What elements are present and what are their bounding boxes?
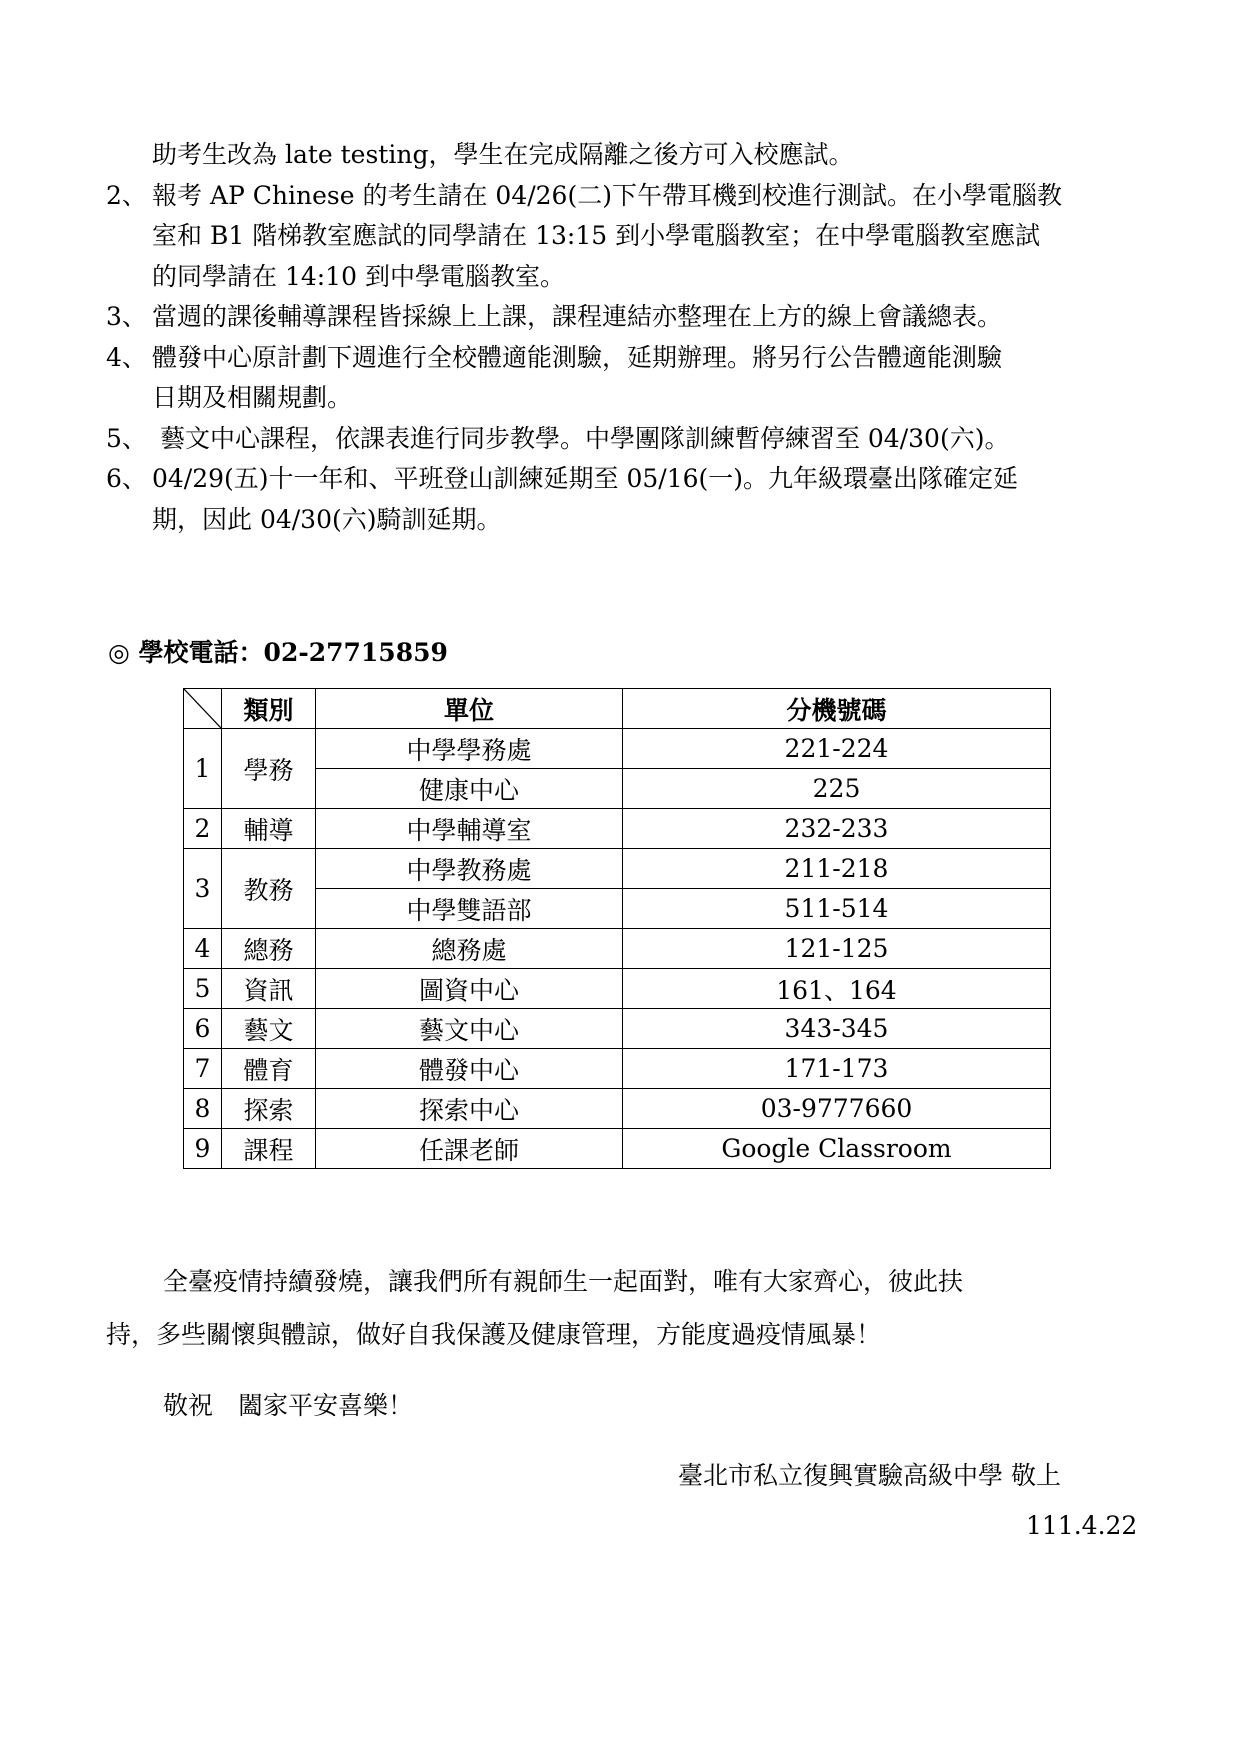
notice-line bbox=[152, 218, 1040, 254]
school-phone-label: 學校電話：02-27715859 bbox=[138, 638, 448, 667]
bullseye-icon: ◎ bbox=[108, 638, 130, 667]
notice-text: 助考生改為 late testing，學生在完成隔離之後方可入校應試。 bbox=[152, 140, 854, 169]
table-row bbox=[184, 1049, 1051, 1089]
extension-cell: 225 bbox=[623, 769, 1051, 809]
notice-number: 3、 bbox=[106, 302, 147, 331]
category-cell: 藝文 bbox=[222, 1009, 316, 1049]
extension-cell: 211-218 bbox=[623, 849, 1051, 889]
category-cell: 學務 bbox=[222, 729, 316, 809]
unit-cell: 中學雙語部 bbox=[316, 889, 623, 929]
extension-cell: 121-125 bbox=[623, 929, 1051, 969]
notice-number: 5、 bbox=[106, 423, 147, 453]
extension-cell: Google Classroom bbox=[623, 1129, 1051, 1169]
diagonal-corner-cell bbox=[184, 689, 222, 729]
table-header-row bbox=[184, 689, 1051, 729]
closing-greeting: 敬祝 闔家平安喜樂！ bbox=[163, 1391, 414, 1420]
row-number: 8 bbox=[184, 1089, 222, 1129]
row-number: 7 bbox=[184, 1049, 222, 1089]
notice-line bbox=[106, 421, 1009, 457]
row-number: 1 bbox=[184, 729, 222, 809]
notice-number: 4、 bbox=[106, 342, 147, 372]
notice-line bbox=[106, 461, 1018, 497]
unit-cell: 中學教務處 bbox=[316, 849, 623, 889]
category-cell: 總務 bbox=[222, 929, 316, 969]
extension-cell: 221-224 bbox=[623, 729, 1051, 769]
table-row bbox=[184, 1089, 1051, 1129]
table-row bbox=[184, 809, 1051, 849]
header-extension: 分機號碼 bbox=[623, 689, 1051, 729]
table-row bbox=[184, 1009, 1051, 1049]
unit-cell: 中學輔導室 bbox=[316, 809, 623, 849]
category-cell: 資訊 bbox=[222, 969, 316, 1009]
row-number: 2 bbox=[184, 809, 222, 849]
unit-cell: 體發中心 bbox=[316, 1049, 623, 1089]
extension-cell: 171-173 bbox=[623, 1049, 1051, 1089]
row-number: 3 bbox=[184, 849, 222, 929]
category-cell: 體育 bbox=[222, 1049, 316, 1089]
closing-paragraph-line-2: 持，多些關懷與體諒，做好自我保護及健康管理，方能度過疫情風暴！ bbox=[106, 1320, 882, 1349]
notice-text: 日期及相關規劃。 bbox=[152, 383, 353, 412]
row-number: 5 bbox=[184, 969, 222, 1009]
unit-cell: 任課老師 bbox=[316, 1129, 623, 1169]
notice-text: 的同學請在 14:10 到中學電腦教室。 bbox=[152, 261, 565, 291]
notice-line bbox=[152, 137, 853, 173]
notice-text: 藝文中心課程，依課表進行同步教學。中學團隊訓練暫停練習至 04/30(六)。 bbox=[152, 423, 1010, 453]
row-number: 6 bbox=[184, 1009, 222, 1049]
notice-number: 6、 bbox=[106, 464, 147, 493]
extension-table bbox=[183, 688, 1051, 1169]
category-cell: 課程 bbox=[222, 1129, 316, 1169]
notice-line bbox=[106, 340, 1002, 376]
header-unit: 單位 bbox=[316, 689, 623, 729]
notice-line bbox=[152, 502, 502, 538]
category-cell: 探索 bbox=[222, 1089, 316, 1129]
unit-cell: 總務處 bbox=[316, 929, 623, 969]
date: 111.4.22 bbox=[1026, 1511, 1138, 1540]
table-row bbox=[184, 729, 1051, 769]
extension-cell: 343-345 bbox=[623, 1009, 1051, 1049]
category-cell: 教務 bbox=[222, 849, 316, 929]
extension-cell: 161、164 bbox=[623, 969, 1051, 1009]
table-row bbox=[184, 849, 1051, 889]
row-number: 4 bbox=[184, 929, 222, 969]
category-cell: 輔導 bbox=[222, 809, 316, 849]
signature: 臺北市私立復興實驗高級中學 敬上 bbox=[678, 1461, 1061, 1490]
school-phone-heading bbox=[108, 633, 448, 669]
closing-paragraph-line-1: 全臺疫情持續發燒，讓我們所有親師生一起面對，唯有大家齊心，彼此扶 bbox=[163, 1267, 964, 1296]
unit-cell: 藝文中心 bbox=[316, 1009, 623, 1049]
notice-text: 04/29(五)十一年和、平班登山訓練延期至 05/16(一)。九年級環臺出隊確定延 bbox=[152, 464, 1019, 493]
table-row bbox=[184, 969, 1051, 1009]
notice-line bbox=[106, 299, 1002, 335]
notice-text: 當週的課後輔導課程皆採線上上課，課程連結亦整理在上方的線上會議總表。 bbox=[152, 302, 1003, 331]
unit-cell: 健康中心 bbox=[316, 769, 623, 809]
unit-cell: 中學學務處 bbox=[316, 729, 623, 769]
header-category: 類別 bbox=[222, 689, 316, 729]
unit-cell: 圖資中心 bbox=[316, 969, 623, 1009]
notice-line bbox=[106, 178, 1062, 214]
table-row bbox=[184, 1129, 1051, 1169]
unit-cell: 探索中心 bbox=[316, 1089, 623, 1129]
notice-text: 室和 B1 階梯教室應試的同學請在 13:15 到小學電腦教室；在中學電腦教室應試 bbox=[152, 221, 1041, 250]
notice-number: 2、 bbox=[106, 180, 147, 210]
notice-text: 期，因此 04/30(六)騎訓延期。 bbox=[152, 504, 502, 534]
notice-text: 報考 AP Chinese 的考生請在 04/26(二)下午帶耳機到校進行測試。在小學電腦教 bbox=[152, 180, 1062, 210]
notice-line bbox=[152, 259, 565, 295]
notice-text: 體發中心原計劃下週進行全校體適能測驗，延期辦理。將另行公告體適能測驗 bbox=[152, 342, 1003, 372]
row-number: 9 bbox=[184, 1129, 222, 1169]
extension-cell: 511-514 bbox=[623, 889, 1051, 929]
notice-line bbox=[152, 380, 352, 416]
extension-cell: 03-9777660 bbox=[623, 1089, 1051, 1129]
extension-cell: 232-233 bbox=[623, 809, 1051, 849]
table-row bbox=[184, 929, 1051, 969]
